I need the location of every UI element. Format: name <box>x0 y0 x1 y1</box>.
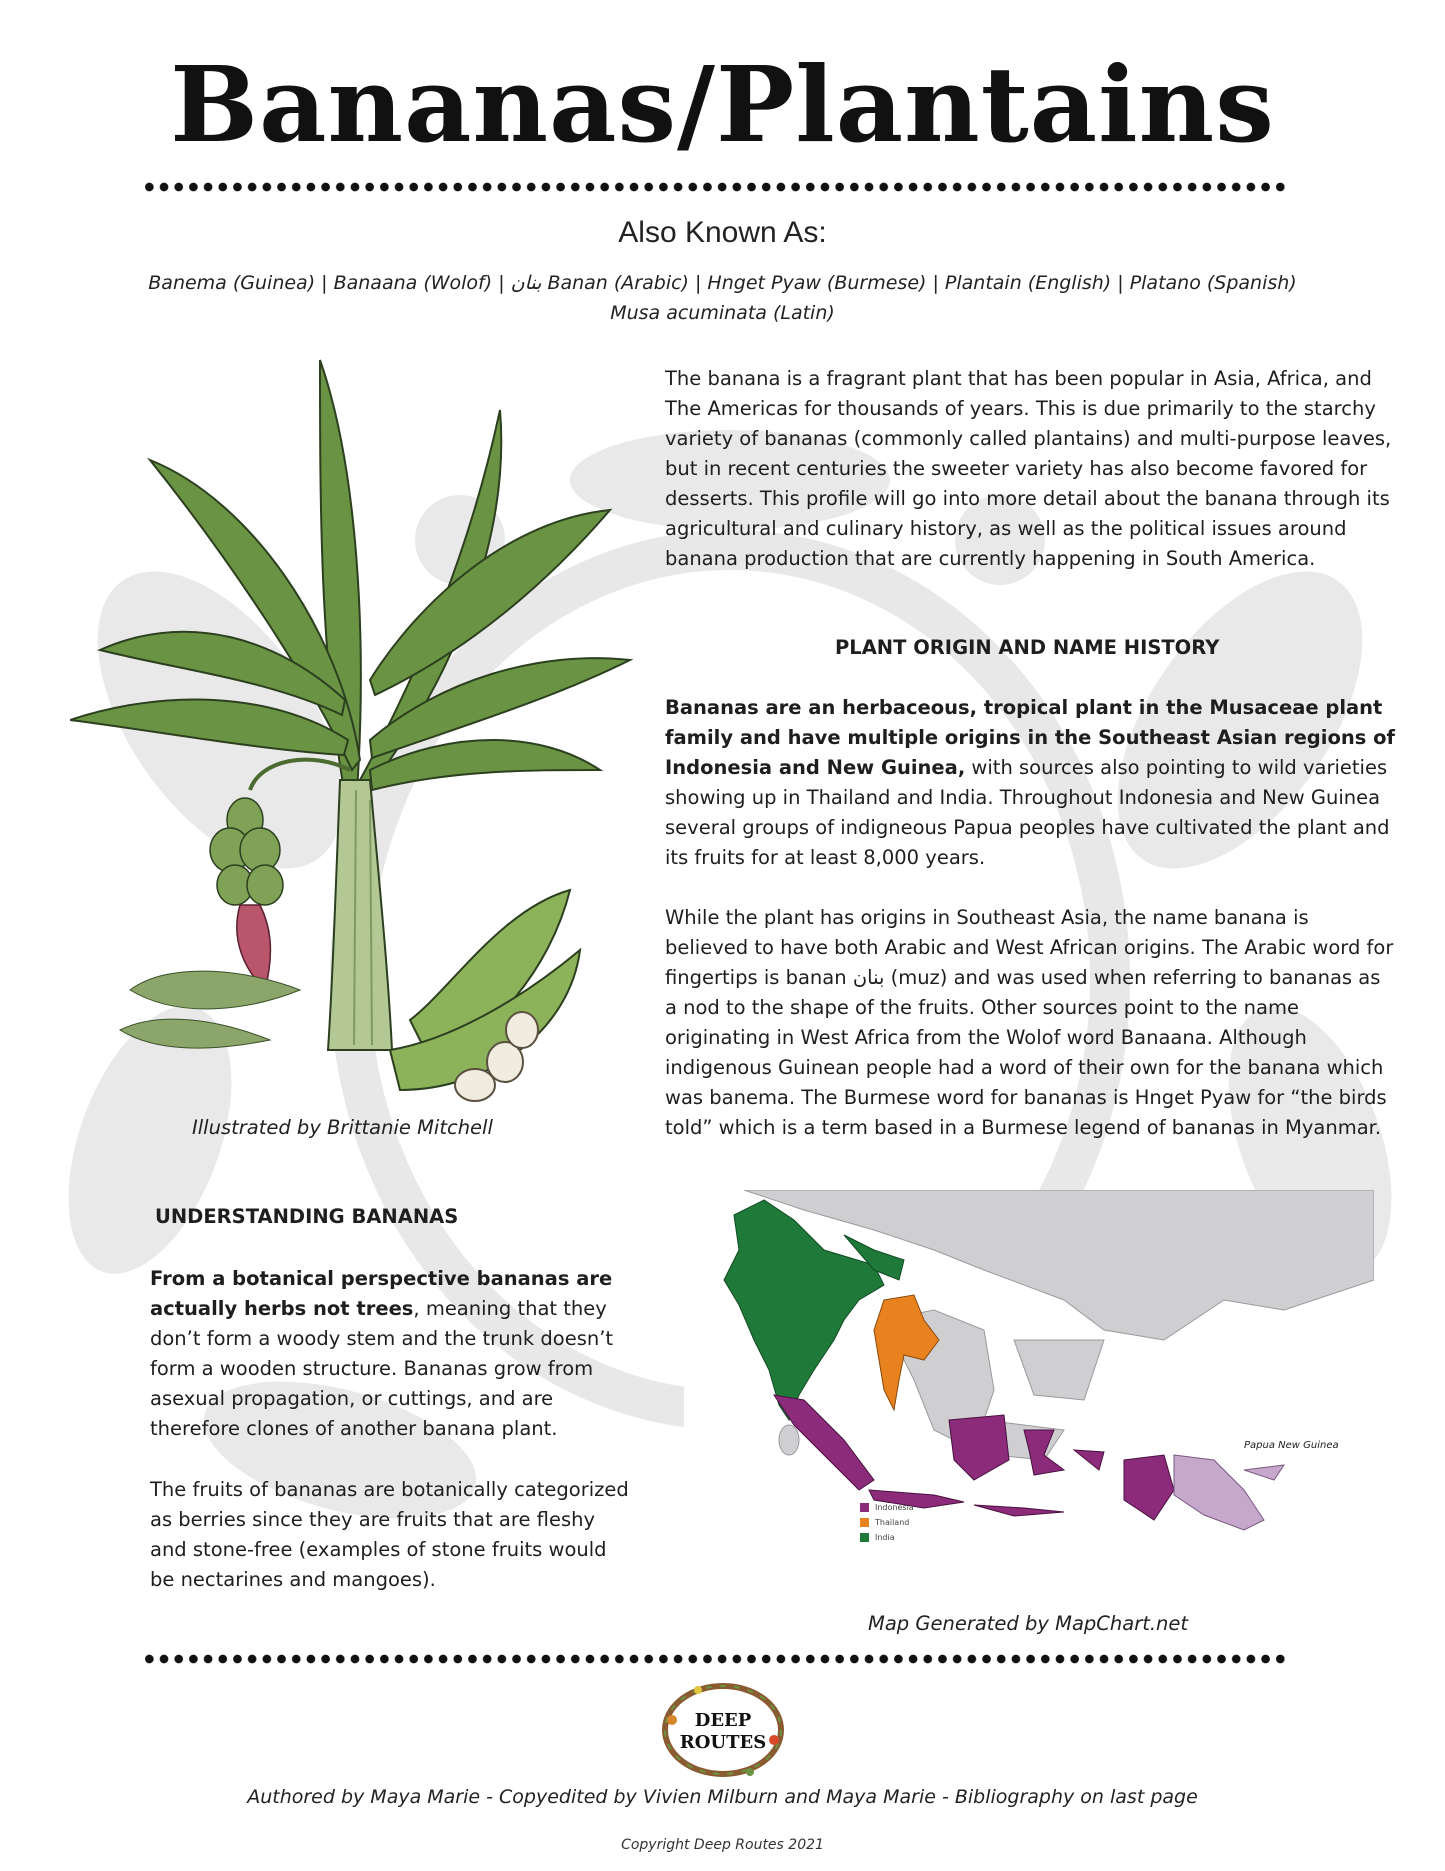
map-legend <box>860 1500 914 1545</box>
logo-text-routes: ROUTES <box>679 1732 767 1753</box>
dotted-divider-top <box>142 180 1290 194</box>
legend-item-indonesia <box>860 1500 914 1515</box>
deep-routes-logo <box>658 1680 788 1780</box>
legend-swatch <box>860 1533 869 1542</box>
origin-heading: PLANT ORIGIN AND NAME HISTORY <box>835 636 1220 659</box>
latin-name: Musa acuminata (Latin) <box>610 302 835 324</box>
legend-swatch <box>860 1503 869 1512</box>
author-credit: Authored by Maya Marie - Copyedited by Vivien Milburn and Maya Marie - Bibliography on last page <box>247 1786 1198 1808</box>
understanding-paragraph-1-bold: From a botanical perspective bananas are actually herbs not trees <box>150 1267 613 1320</box>
origin-paragraph-1-rest: with sources also pointing to wild varieties showing up in Thailand and India. Throughout Indonesia and New Guinea several groups of indigneous Papua peoples have cultivated the plant and its fruits for at least 8,000 years. <box>665 756 1390 869</box>
legend-item-thailand <box>860 1515 914 1530</box>
legend-label: India <box>875 1533 895 1542</box>
dotted-divider-bottom <box>142 1652 1290 1666</box>
legend-item-india <box>860 1530 914 1545</box>
also-known-as-heading: Also Known As: <box>618 216 827 249</box>
illustration-caption: Illustrated by Brittanie Mitchell <box>192 1116 493 1139</box>
understanding-heading: UNDERSTANDING BANANAS <box>155 1205 459 1228</box>
logo-text-deep: DEEP <box>694 1710 752 1731</box>
copyright: Copyright Deep Routes 2021 <box>621 1837 824 1853</box>
origin-paragraph-1 <box>665 693 1395 873</box>
map-caption: Map Generated by MapChart.net <box>868 1612 1189 1635</box>
origin-paragraph-1-bold: Bananas are an herbaceous, tropical plant in the Musaceae plant family and have multiple origins in the Southeast Asian regions of Indonesia and New Guinea, <box>665 696 1396 779</box>
understanding-paragraph-2: The fruits of bananas are botanically categorized as berries since they are fruits that are fleshy and stone-free (examples of stone fruits would be nectarines and mangoes). <box>150 1478 629 1591</box>
also-known-as-names: Banema (Guinea) | Banaana (Wolof) | بنان Banan (Arabic) | Hnget Pyaw (Burmese) | Plantain (English) | Platano (Spanish) <box>148 272 1297 294</box>
page-title: Bananas/Plantains <box>170 43 1275 166</box>
origin-paragraph-2: While the plant has origins in Southeast Asia, the name banana is believed to have both Arabic and West African origins. The Arabic word for fingertips is banan بنان (muz) and was used when referring to bananas as a nod to the shape of the fruits. Other sources point to the name originating in West Africa from the Wolof word Banaana. Although indigenous Guinean people had a word of their own for the banana which was banema. The Burmese word for bananas is Hnget Pyaw for “the birds told” which is a term based in a Burmese legend of bananas in Myanmar. <box>665 906 1394 1139</box>
banana-plant-illustration <box>70 350 640 1110</box>
legend-swatch <box>860 1518 869 1527</box>
origins-map <box>684 1190 1374 1575</box>
intro-paragraph: The banana is a fragrant plant that has been popular in Asia, Africa, and The Americas for thousands of years. This is due primarily to the starchy variety of bananas (commonly called plantains) and multi-purpose leaves, but in recent centuries the sweeter variety has also become favored for desserts. This profile will go into more detail about the banana through its agricultural and culinary history, as well as the political issues around banana production that are currently happening in South America. <box>665 367 1392 570</box>
understanding-paragraph-1 <box>150 1264 630 1444</box>
map-label-papua-new-guinea: Papua New Guinea <box>1244 1440 1339 1451</box>
legend-label: Thailand <box>875 1518 910 1527</box>
legend-label: Indonesia <box>875 1503 914 1512</box>
understanding-paragraph-1-rest: , meaning that they don’t form a woody stem and the trunk doesn’t form a wooden structure. Bananas grow from asexual propagation, or cuttings, and are therefore clones of another banana plant. <box>150 1297 614 1440</box>
